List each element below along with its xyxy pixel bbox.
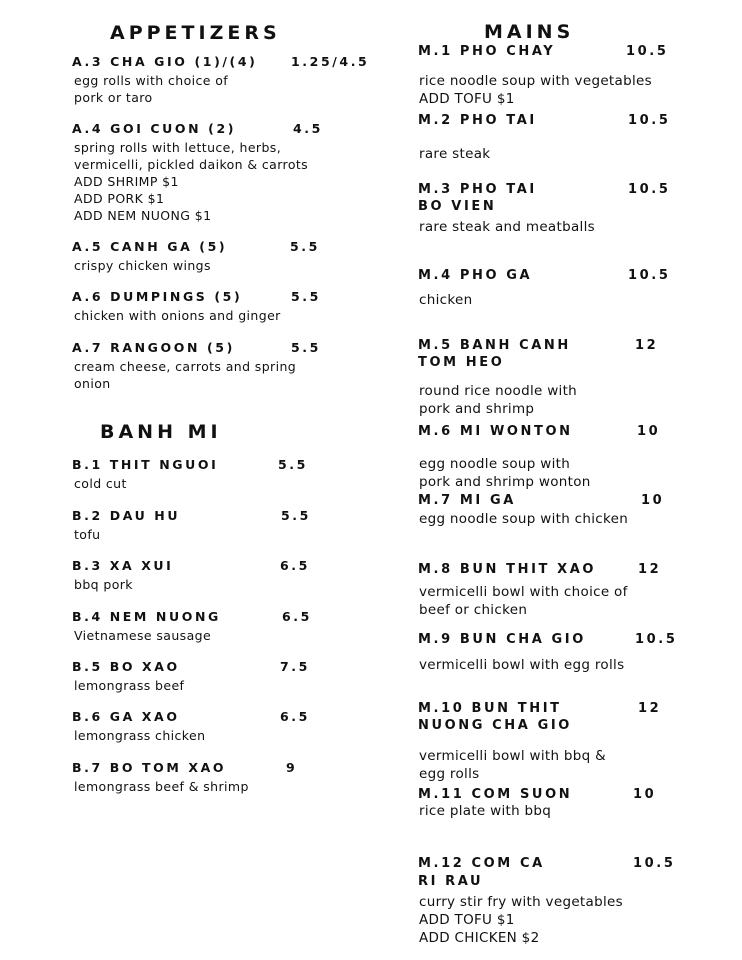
item-price: 10.5 bbox=[628, 182, 671, 197]
item-price: 6.5 bbox=[280, 709, 310, 724]
item-name: B.1 THIT NGUOI bbox=[72, 457, 219, 472]
item-description: bbq pork bbox=[74, 577, 133, 592]
item-name: M.9 BUN CHA GIO bbox=[418, 632, 586, 647]
menu-item-b3 bbox=[72, 558, 310, 592]
item-description: ADD PORK $1 bbox=[74, 191, 165, 206]
item-price: 5.5 bbox=[290, 239, 320, 254]
item-description: egg noodle soup with chicken bbox=[419, 511, 629, 527]
menu-item-m6 bbox=[418, 423, 661, 490]
item-price: 10 bbox=[637, 424, 661, 439]
item-name: M.1 PHO CHAY bbox=[418, 44, 556, 59]
item-name: B.6 GA XAO bbox=[72, 709, 180, 724]
item-description: ADD SHRIMP $1 bbox=[74, 174, 179, 189]
item-description: beef or chicken bbox=[419, 602, 528, 618]
item-name: M.4 PHO GA bbox=[418, 268, 533, 283]
item-description: chicken bbox=[419, 292, 473, 308]
item-description: rare steak bbox=[419, 146, 491, 162]
item-name: A.4 GOI CUON (2) bbox=[72, 121, 237, 136]
item-description: egg rolls bbox=[419, 766, 480, 782]
item-description: rice noodle soup with vegetables bbox=[419, 73, 652, 89]
item-description: vermicelli, pickled daikon & carrots bbox=[74, 157, 309, 172]
item-price: 5.5 bbox=[281, 508, 311, 523]
menu-item-m12 bbox=[418, 855, 676, 946]
item-description: vermicelli bowl with egg rolls bbox=[419, 657, 625, 673]
banh-mi-title: BANH MI bbox=[100, 421, 222, 443]
item-description: curry stir fry with vegetables bbox=[419, 894, 623, 910]
item-name: M.12 COM CA bbox=[418, 856, 545, 871]
item-name: A.6 DUMPINGS (5) bbox=[72, 289, 243, 304]
item-price: 10 bbox=[641, 493, 665, 508]
item-name: BO VIEN bbox=[418, 199, 497, 214]
menu-item-b6 bbox=[72, 709, 310, 743]
item-price: 12 bbox=[638, 562, 662, 577]
item-description: lemongrass chicken bbox=[74, 728, 206, 743]
item-description: round rice noodle with bbox=[419, 383, 578, 399]
item-price: 1.25/4.5 bbox=[291, 54, 370, 69]
menu-item-m4 bbox=[418, 267, 671, 308]
item-price: 10.5 bbox=[633, 856, 676, 871]
item-name: M.6 MI WONTON bbox=[418, 424, 573, 439]
item-description: crispy chicken wings bbox=[74, 258, 211, 273]
item-name: M.11 COM SUON bbox=[418, 787, 573, 802]
menu-item-a4 bbox=[72, 121, 323, 223]
menu-item-a3 bbox=[72, 54, 370, 105]
item-price: 12 bbox=[638, 701, 662, 716]
item-description: rare steak and meatballs bbox=[419, 219, 595, 235]
menu-item-a7 bbox=[72, 340, 321, 391]
item-price: 10.5 bbox=[635, 632, 678, 647]
item-description: rice plate with bbq bbox=[419, 803, 552, 819]
item-description: vermicelli bowl with choice of bbox=[419, 584, 628, 600]
item-price: 5.5 bbox=[278, 457, 308, 472]
item-name: B.4 NEM NUONG bbox=[72, 609, 221, 624]
item-price: 6.5 bbox=[280, 558, 310, 573]
item-description: lemongrass beef bbox=[74, 678, 185, 693]
item-description: egg rolls with choice of bbox=[74, 73, 229, 88]
item-name: M.5 BANH CANH bbox=[418, 338, 571, 353]
menu-item-m1 bbox=[418, 43, 669, 107]
item-price: 9 bbox=[286, 760, 298, 775]
item-description: tofu bbox=[74, 527, 101, 542]
item-description: pork and shrimp wonton bbox=[419, 474, 591, 490]
item-name: M.3 PHO TAI bbox=[418, 182, 537, 197]
item-price: 12 bbox=[635, 338, 659, 353]
menu-item-a6 bbox=[72, 289, 321, 323]
item-description: ADD NEM NUONG $1 bbox=[74, 208, 212, 223]
item-name: B.7 BO TOM XAO bbox=[72, 760, 227, 775]
item-name: B.3 XA XUI bbox=[72, 558, 174, 573]
menu-item-m7 bbox=[418, 492, 665, 527]
item-name: A.5 CANH GA (5) bbox=[72, 239, 228, 254]
item-price: 10.5 bbox=[628, 268, 671, 283]
item-name: A.7 RANGOON (5) bbox=[72, 340, 235, 355]
item-name: TOM HEO bbox=[418, 355, 505, 370]
menu-item-a5 bbox=[72, 239, 320, 273]
item-description: cream cheese, carrots and spring bbox=[74, 359, 297, 374]
item-description: chicken with onions and ginger bbox=[74, 308, 281, 323]
menu-item-b1 bbox=[72, 457, 308, 491]
item-description: pork or taro bbox=[74, 90, 153, 105]
menu-item-m2 bbox=[418, 112, 671, 162]
item-description: ADD TOFU $1 bbox=[419, 912, 515, 928]
item-description: Vietnamese sausage bbox=[74, 628, 212, 643]
item-price: 5.5 bbox=[291, 340, 321, 355]
item-name: A.3 CHA GIO (1)/(4) bbox=[72, 54, 258, 69]
item-name: RI RAU bbox=[418, 874, 484, 889]
item-name: M.2 PHO TAI bbox=[418, 113, 537, 128]
item-description: ADD CHICKEN $2 bbox=[419, 930, 540, 946]
appetizers-title: APPETIZERS bbox=[110, 22, 281, 44]
item-name: M.7 MI GA bbox=[418, 493, 516, 508]
menu-item-b2 bbox=[72, 508, 311, 542]
item-price: 10 bbox=[633, 787, 657, 802]
item-price: 10.5 bbox=[628, 113, 671, 128]
item-description: cold cut bbox=[74, 476, 127, 491]
item-price: 10.5 bbox=[626, 44, 669, 59]
menu-item-b7 bbox=[72, 760, 298, 794]
item-name: M.8 BUN THIT XAO bbox=[418, 562, 597, 577]
item-description: onion bbox=[74, 376, 111, 391]
item-price: 7.5 bbox=[280, 659, 310, 674]
menu-item-m9 bbox=[418, 631, 678, 673]
item-description: lemongrass beef & shrimp bbox=[74, 779, 249, 794]
menu-item-m5 bbox=[418, 337, 659, 417]
item-name: M.10 BUN THIT bbox=[418, 701, 562, 716]
item-name: NUONG CHA GIO bbox=[418, 718, 572, 733]
menu-item-m8 bbox=[418, 561, 662, 618]
item-description: vermicelli bowl with bbq & bbox=[419, 748, 606, 764]
menu-item-m3 bbox=[418, 181, 671, 235]
item-description: ADD TOFU $1 bbox=[419, 91, 515, 107]
menu-item-m10 bbox=[418, 700, 662, 782]
menu-item-b4 bbox=[72, 609, 312, 643]
menu-item-b5 bbox=[72, 659, 310, 693]
item-description: pork and shrimp bbox=[419, 401, 535, 417]
item-price: 5.5 bbox=[291, 289, 321, 304]
item-name: B.2 DAU HU bbox=[72, 508, 181, 523]
item-description: egg noodle soup with bbox=[419, 456, 571, 472]
mains-title: MAINS bbox=[484, 21, 575, 43]
item-description: spring rolls with lettuce, herbs, bbox=[74, 140, 282, 155]
menu-item-m11 bbox=[418, 786, 657, 819]
item-price: 6.5 bbox=[282, 609, 312, 624]
item-price: 4.5 bbox=[293, 121, 323, 136]
item-name: B.5 BO XAO bbox=[72, 659, 180, 674]
